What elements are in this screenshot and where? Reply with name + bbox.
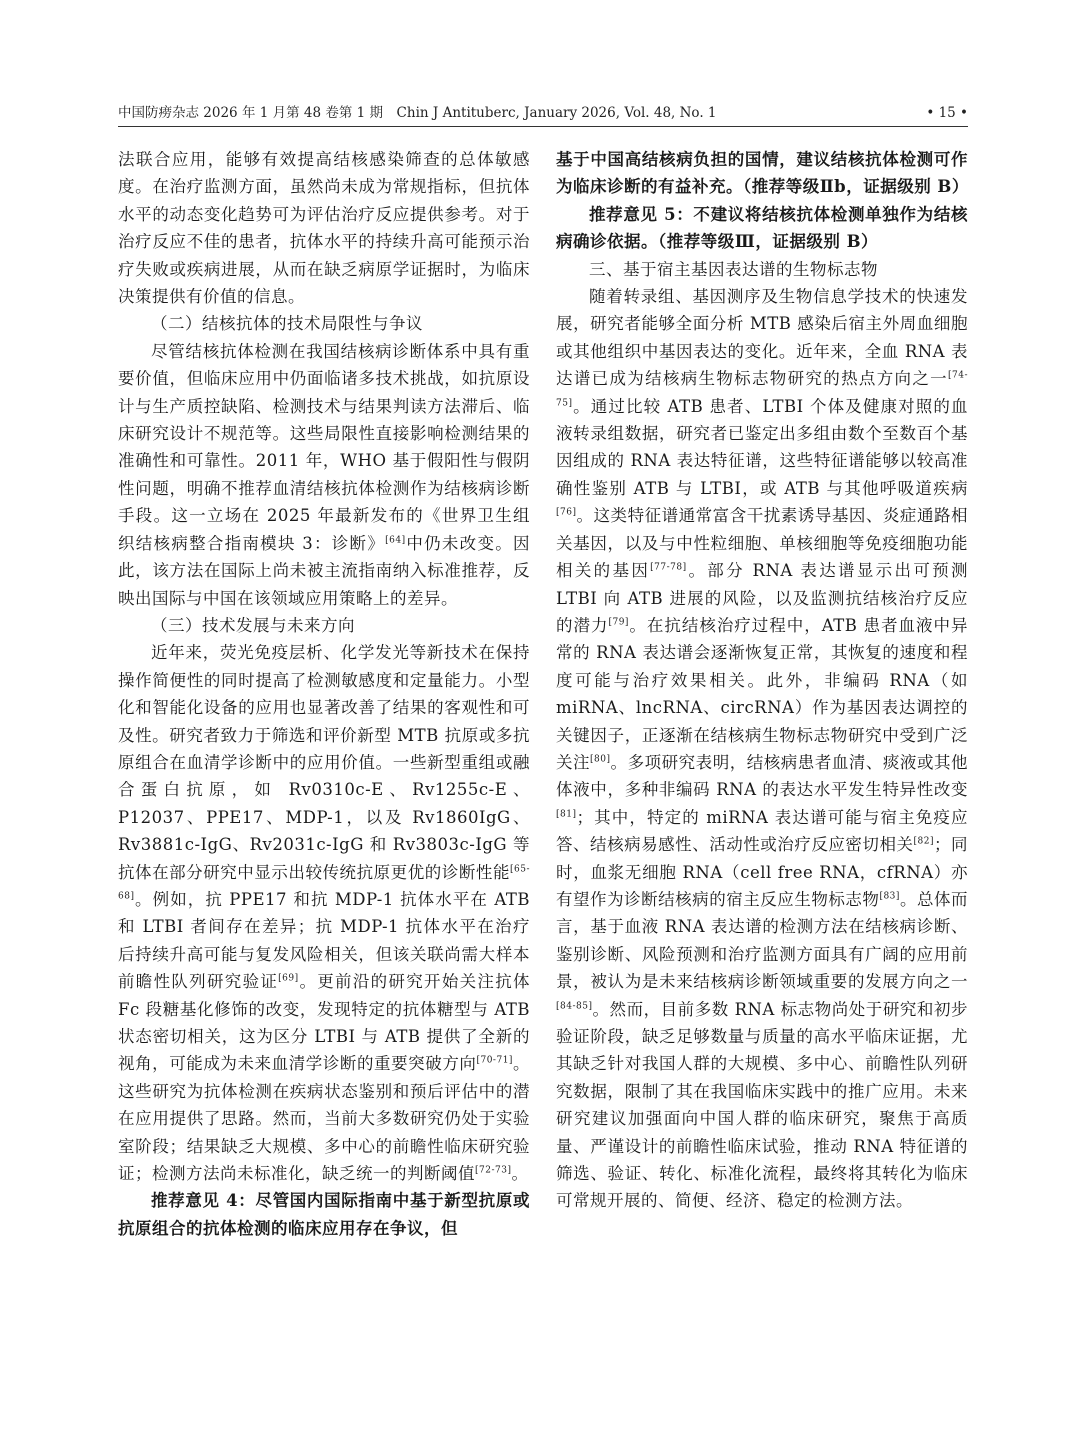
text: ；同时，血浆无细胞 RNA（cell free RNA，cfRNA）亦有望作为诊断结核病的宿主反应生物标志物 [556,835,969,909]
text: 。这类特征谱通常富含干扰素诱导基因、炎症通路相关基因，以及与中性粒细胞、单核细胞等免疫细胞功能相关的基因 [556,506,968,581]
text: 。总体而言，基于血液 RNA 表达谱的检测方法在结核病诊断、鉴别诊断、风险预测和治疗监测方面具有广阔的应用前景，被认为是未来结核病诊断领域重要的发展方向之一 [556,889,969,992]
paragraph [118,639,530,1187]
citation: [84-85] [556,1001,593,1012]
text: 。多项研究表明，结核病患者血清、痰液或其他体液中，多种非编码 RNA 的表达水平发生特异性改变 [556,752,969,800]
recommendation-4: 推荐意见 4：尽管国内国际指南中基于新型抗原或抗原组合的抗体检测的临床应用存在争议，但 [118,1191,530,1238]
left-column [118,146,530,1242]
text: 。在抗结核治疗过程中，ATB 患者血液中异常的 RNA 表达谱会逐渐恢复正常，其恢复的速度和程度可能与治疗效果相关。此外，非编码 RNA（如 miRNA、lncRNA、circRNA）作为基因表达调控的关键因子，正逐渐在结核病生物标志物研究中受到广泛关注 [556,615,969,772]
section-heading: （二）结核抗体的技术局限性与争议 [151,314,423,334]
text: 。然而，目前多数 RNA 标志物尚处于研究和初步验证阶段，缺乏足够数量与质量的高水平临床证据，尤其缺乏针对我国人群的大规模、多中心、前瞻性队列研究数据，限制了其在我国临床实践中的推广应用。未来研究建议加强面向中国人群的临床研究，聚焦于高质量、严谨设计的前瞻性临床试验，推动 RNA 特征谱的筛选、验证、转化、标准化流程，最终将其转化为临床可常规开展的、简便、经济、稳定的检测方法。 [556,999,968,1211]
text: 。例如，抗 PPE17 和抗 MDP-1 抗体水平在 ATB 和 LTBI 者间存在差异；抗 MDP-1 抗体水平在治疗后持续升高可能与复发风险相关，但该关联尚需大样本前瞻性队列研究验证 [118,889,530,992]
text: 中仍未改变。因此，该方法在国际上尚未被主流指南纳入标准推荐，反映出国际与中国在该领域应用策略上的差异。 [118,533,531,608]
text: 。部分 RNA 表达谱显示出可预测 LTBI 向 ATB 进展的风险，以及监测抗结核治疗反应的潜力 [556,561,968,635]
citation: [79] [608,617,629,628]
citation: [77-78] [650,562,687,573]
citation: [80] [590,754,611,765]
paragraph [556,283,968,1215]
right-column [556,146,968,1215]
text: ；其中，特定的 miRNA 表达谱可能与宿主免疫应答、结核病易感性、活动性或治疗反应密切相关 [556,807,968,855]
section-heading: （三）技术发展与未来方向 [151,615,355,635]
citation: [83] [879,891,900,902]
page-number: • 15 • [926,105,968,121]
text: 。 [511,1164,529,1184]
citation: [76] [556,507,577,518]
citation: [69] [278,973,299,984]
journal-citation: 中国防痨杂志 2026 年 1 月第 48 卷第 1 期 Chin J Antituberc, January 2026, Vol. 48, No. 1 [118,105,717,121]
citation: [64] [385,535,406,546]
citation: [74-75] [556,370,968,409]
recommendation-4-continued: 基于中国高结核病负担的国情，建议结核抗体检测可作为临床诊断的有益补充。（推荐等级Ⅱb，证据级别 B） [556,150,969,197]
paragraph [118,338,530,612]
citation: [82] [913,836,934,847]
text: 。更前沿的研究开始关注抗体 Fc 段糖基化修饰的改变，发现特定的抗体糖型与 ATB 状态密切相关，这为区分 LTBI 与 ATB 提供了全新的视角，可能成为未来血清学诊断的重要突破方向 [118,972,531,1074]
paragraph: 法联合应用，能够有效提高结核感染筛查的总体敏感度。在治疗监测方面，虽然尚未成为常规指标，但抗体水平的动态变化趋势可为评估治疗反应提供参考。对于治疗反应不佳的患者，抗体水平的持续升高可能预示治疗失败或疾病进展，从而在缺乏病原学证据时，为临床决策提供有价值的信息。 [118,150,530,307]
text: 尽管结核抗体检测在我国结核病诊断体系中具有重要价值，但临床应用中仍面临诸多技术挑战，如抗原设计与生产质控缺陷、检测技术与结果判读方法滞后、临床研究设计不规范等。这些局限性直接影响检测结果的准确性和可靠性。2011 年，WHO 基于假阳性与假阴性问题，明确不推荐血清结核抗体检测作为结核病诊断手段。这一立场在 2025 年最新发布的《世界卫生组织结核病整合指南模块 3：诊断》 [118,341,530,553]
text: 。这些研究为抗体检测在疾病状态鉴别和预后评估中的潜在应用提供了思路。然而，当前大多数研究仍处于实验室阶段；结果缺乏大规模、多中心的前瞻性临床研究验证；检测方法尚未标准化，缺乏统一的判断阈值 [118,1054,531,1184]
section-heading: 三、基于宿主基因表达谱的生物标志物 [589,259,878,279]
text: 近年来，荧光免疫层析、化学发光等新技术在保持操作简便性的同时提高了检测敏感度和定量能力。小型化和智能化设备的应用也显著改善了结果的客观性和可及性。研究者致力于筛选和评价新型 MTB 抗原或多抗原组合在血清学诊断中的应用价值。一些新型重组或融合蛋白抗原，如 Rv0310c-E、Rv1255c-E、P12037、PPE17、MDP-1，以及 Rv1860IgG、Rv3881c-IgG、Rv2031c-IgG 和 Rv3803c-IgG 等抗体在部分研究中显示出较传统抗原更优的诊断性能 [118,643,530,882]
citation: [72-73] [475,1165,512,1176]
citation: [81] [556,809,577,820]
citation: [65-68] [118,864,530,902]
text: 随着转录组、基因测序及生物信息学技术的快速发展，研究者能够全面分析 MTB 感染后宿主外周血细胞或其他组织中基因表达的变化。近年来，全血 RNA 表达谱已成为结核病生物标志物研究的热点方向之一 [556,287,968,389]
text: 。通过比较 ATB 患者、LTBI 个体及健康对照的血液转录组数据，研究者已鉴定出多组由数个至数百个基因组成的 RNA 表达特征谱，这些特征谱能够以较高准确性鉴别 ATB 与 LTBI，或 ATB 与其他呼吸道疾病 [556,396,968,498]
header-rule [118,126,968,127]
recommendation-5: 推荐意见 5：不建议将结核抗体检测单独作为结核病确诊依据。（推荐等级Ⅲ，证据级别 B） [556,204,968,252]
citation: [70-71] [476,1055,513,1066]
